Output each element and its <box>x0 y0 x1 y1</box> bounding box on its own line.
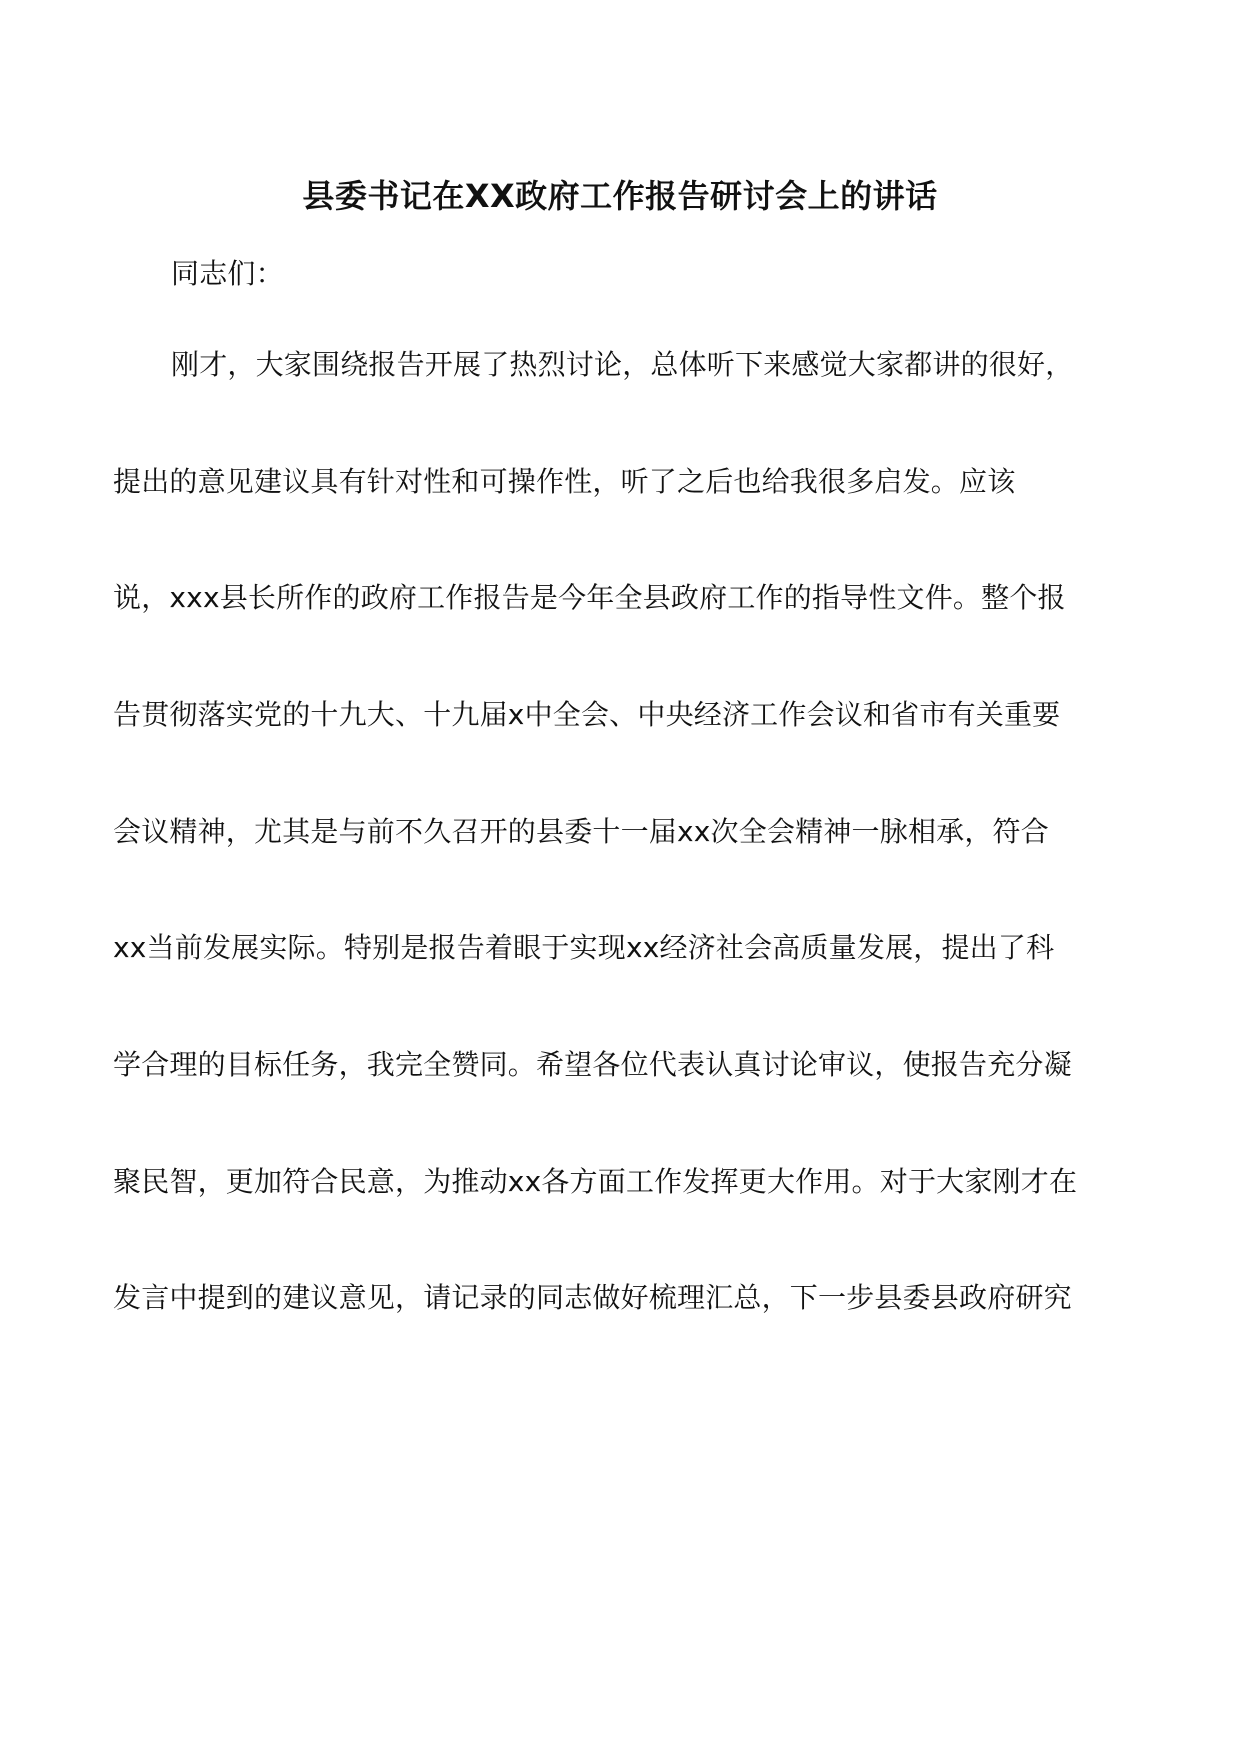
paragraph-line-9: 发言中提到的建议意见，请记录的同志做好梳理汇总，下一步县委县政府研究 <box>113 1281 1072 1314</box>
paragraph-line-7: 学合理的目标任务，我完全赞同。希望各位代表认真讨论审议，使报告充分凝 <box>113 1048 1072 1081</box>
salutation: 同志们： <box>171 257 284 290</box>
paragraph-line-8: 聚民智，更加符合民意，为推动xx各方面工作发挥更大作用。对于大家刚才在 <box>113 1165 1078 1198</box>
paragraph-line-6: xx当前发展实际。特别是报告着眼于实现xx经济社会高质量发展，提出了科 <box>113 931 1055 964</box>
paragraph-line-5: 会议精神，尤其是与前不久召开的县委十一届xx次全会精神一脉相承，符合 <box>113 815 1049 848</box>
paragraph-line-2: 提出的意见建议具有针对性和可操作性，听了之后也给我很多启发。应该 <box>113 465 1016 498</box>
paragraph-line-1: 刚才，大家围绕报告开展了热烈讨论，总体听下来感觉大家都讲的很好， <box>171 348 1074 381</box>
document-title: 县委书记在XX政府工作报告研讨会上的讲话 <box>302 177 938 215</box>
paragraph-line-4: 告贯彻落实党的十九大、十九届x中全会、中央经济工作会议和省市有关重要 <box>113 698 1061 731</box>
paragraph-line-3: 说，xxx县长所作的政府工作报告是今年全县政府工作的指导性文件。整个报 <box>113 581 1066 614</box>
